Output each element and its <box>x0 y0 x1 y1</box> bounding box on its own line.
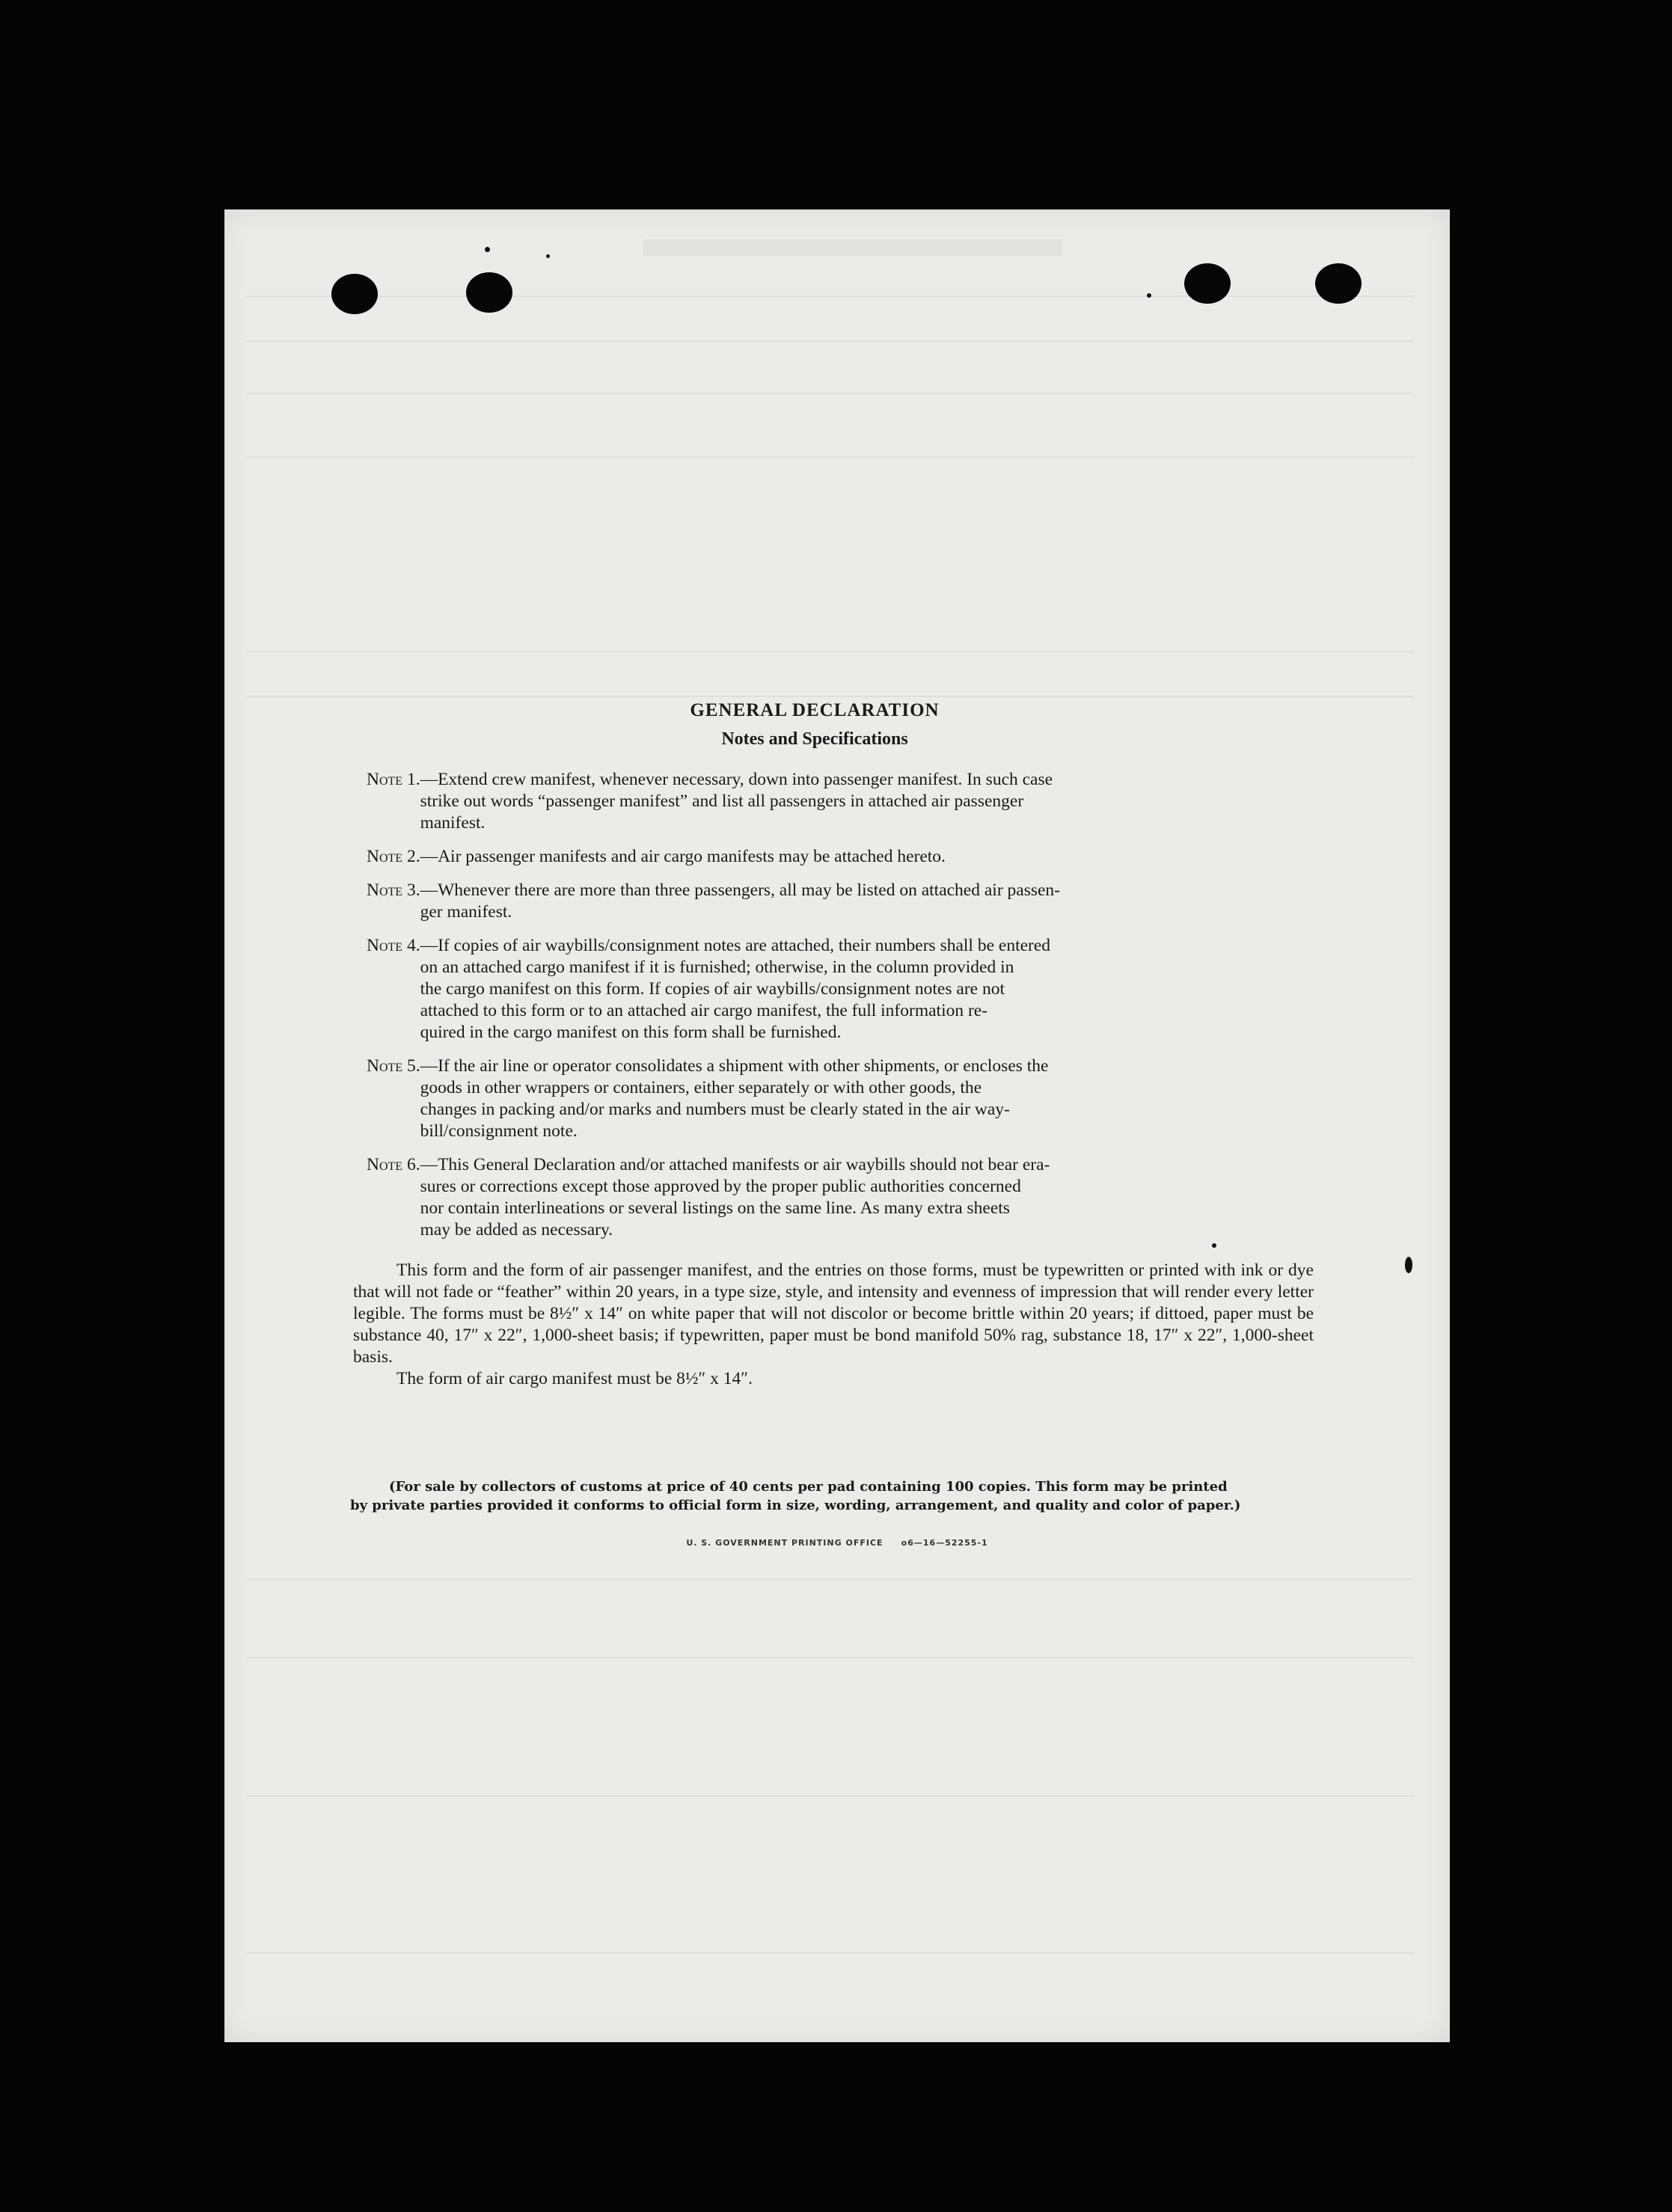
note-line: quired in the cargo manifest on this form shall be furnished. <box>420 1023 842 1042</box>
punch-hole <box>1315 263 1362 304</box>
show-through-line <box>247 456 1414 458</box>
ink-speck <box>1405 1257 1412 1273</box>
note-label: Note 6. <box>367 1155 420 1174</box>
show-through-line <box>247 651 1414 652</box>
note-line: bill/consignment note. <box>420 1121 578 1141</box>
note-line: Extend crew manifest, whenever necessary, down into passenger manifest. In such case <box>438 770 1053 789</box>
declaration-subtitle: Notes and Specifications <box>721 729 908 749</box>
printer-imprint: U. S. GOVERNMENT PRINTING OFFICE o6—16—52255-1 <box>686 1538 988 1548</box>
notes-list <box>367 769 1314 1253</box>
sale-notice-line: by private parties provided it conforms to official form in size, wording, arrangement, and quality and color of paper.) <box>350 1498 1241 1513</box>
note-label: Note 4. <box>367 936 420 955</box>
paper-requirements <box>353 1260 1314 1390</box>
punch-hole <box>331 274 378 314</box>
show-through-line <box>247 1578 1414 1580</box>
note-text: —Air passenger manifests and air cargo manifests may be attached hereto. <box>420 847 946 866</box>
note-text: —This General Declaration and/or attached manifests or air waybills should not bear era- sures or corrections except those approved by the proper public authorities concerned nor contain interlineations or several listings on the same line. As many extra sheets may be added as necessary. <box>420 1155 1050 1240</box>
note-2 <box>367 846 1314 868</box>
declaration-title: GENERAL DECLARATION <box>690 700 940 720</box>
note-label: Note 3. <box>367 880 420 900</box>
note-line: Air passenger manifests and air cargo manifests may be attached hereto. <box>438 847 946 866</box>
note-line: may be added as necessary. <box>420 1220 613 1240</box>
cargo-manifest-size: The form of air cargo manifest must be 8½″ x 14″. <box>396 1369 753 1388</box>
ink-speck <box>546 254 550 258</box>
show-through-line <box>247 393 1414 394</box>
note-line: nor contain interlineations or several listings on the same line. As many extra sheets <box>420 1198 1010 1218</box>
note-text: —If copies of air waybills/consignment notes are attached, their numbers shall be entered on an attached cargo manifest if it is furnished; otherwise, in the column provided in the cargo manifest on this form. If copies of air waybills/consignment notes are not attached to this form or to an attached air cargo manifest, the full information re- quired in the cargo manifest on this form shall be furnished. <box>420 936 1051 1042</box>
note-text: —Whenever there are more than three passengers, all may be listed on attached air passen- ger manifest. <box>420 880 1060 922</box>
sale-notice <box>350 1477 1315 1515</box>
show-through-header <box>643 239 1062 256</box>
punch-hole <box>1184 263 1231 304</box>
show-through-line <box>247 340 1414 342</box>
show-through-line <box>247 1952 1414 1954</box>
note-line: on an attached cargo manifest if it is furnished; otherwise, in the column provided in <box>420 958 1014 977</box>
note-4 <box>367 935 1314 1044</box>
show-through-line <box>247 295 1414 297</box>
note-5 <box>367 1056 1314 1142</box>
note-label: Note 1. <box>367 770 420 789</box>
ink-speck <box>485 247 490 252</box>
note-text: —If the air line or operator consolidates a shipment with other shipments, or encloses the goods in other wrappers or containers, either separately or with other goods, the changes in packing and/or marks and numbers must be clearly stated in the air way- bill/consignment note. <box>420 1056 1049 1141</box>
sale-notice-line: (For sale by collectors of customs at price of 40 cents per pad containing 100 copies. This form may be printed <box>389 1479 1228 1495</box>
note-line: the cargo manifest on this form. If copies of air waybills/consignment notes are not <box>420 979 1005 999</box>
note-label: Note 5. <box>367 1056 420 1076</box>
note-1 <box>367 769 1314 834</box>
note-line: If copies of air waybills/consignment notes are attached, their numbers shall be entered <box>438 936 1051 955</box>
note-line: goods in other wrappers or containers, either separately or with other goods, the <box>420 1078 982 1097</box>
note-text: —Extend crew manifest, whenever necessary, down into passenger manifest. In such case strike out words “passenger manifest” and list all passengers in attached air passenger manifest. <box>420 770 1053 833</box>
show-through-line <box>247 696 1414 697</box>
note-label: Note 2. <box>367 847 420 866</box>
note-line: This General Declaration and/or attached manifests or air waybills should not bear era- <box>438 1155 1050 1174</box>
note-line: Whenever there are more than three passengers, all may be listed on attached air passen- <box>438 880 1060 900</box>
note-line: If the air line or operator consolidates a shipment with other shipments, or encloses the <box>438 1056 1049 1076</box>
note-6 <box>367 1154 1314 1241</box>
show-through-line <box>247 1657 1414 1658</box>
note-line: sures or corrections except those approved by the proper public authorities concerned <box>420 1177 1021 1196</box>
paper-requirements-paragraph: This form and the form of air passenger manifest, and the entries on those forms, must be typewritten or printed with ink or dye that will not fade or “feather” within 20 years, in a type size, style, and intensity and evenness of impression that will render every letter legible. The forms must be 8½″ x 14″ on white paper that will not discolor or become brittle within 20 years; if dittoed, paper must be substance 40, 17″ x 22″, 1,000-sheet basis; if typewritten, paper must be bond manifold 50% rag, substance 18, 17″ x 22″, 1,000-sheet basis. <box>353 1260 1314 1367</box>
ink-speck <box>1147 293 1151 298</box>
form-page <box>224 209 1450 2042</box>
show-through-line <box>247 1795 1414 1797</box>
note-line: manifest. <box>420 813 486 833</box>
note-line: attached to this form or to an attached air cargo manifest, the full information re- <box>420 1001 988 1020</box>
note-line: ger manifest. <box>420 902 512 922</box>
note-line: changes in packing and/or marks and numbers must be clearly stated in the air way- <box>420 1100 1010 1119</box>
note-line: strike out words “passenger manifest” and list all passengers in attached air passenger <box>420 791 1024 811</box>
punch-hole <box>466 272 512 313</box>
note-3 <box>367 880 1314 923</box>
